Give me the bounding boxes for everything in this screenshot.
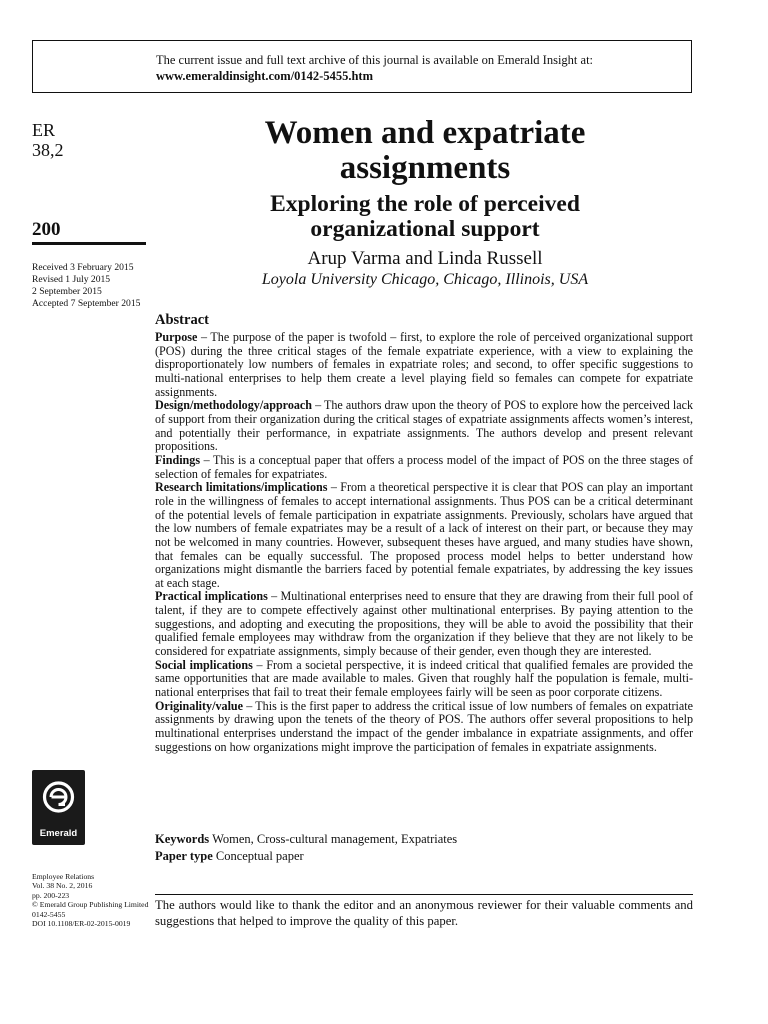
received-date: Received 3 February 2015	[32, 262, 134, 273]
authors: Arup Varma and Linda Russell	[307, 248, 543, 269]
page-number-rule	[32, 242, 146, 245]
section-text: – The purpose of the paper is twofold – first, to explore the role of perceived organizational support (POS) during the three critical stages of the female expatriate experience, with a view to explaining the disproportionately low numbers of females in expatriate roles; and second, to offer specific suggestions to multi-national enterprises to help them create a level playing field so females can compete for expatriate assignments.	[155, 330, 693, 399]
emerald-logo	[32, 770, 85, 845]
acknowledgement-footnote: The authors would like to thank the editor and an anonymous reviewer for their valuable comments and suggestions that helped to improve the quality of this paper.	[155, 898, 693, 928]
section-label: Findings	[155, 452, 201, 467]
affiliation: Loyola University Chicago, Chicago, Illinois, USA	[261, 271, 589, 288]
section-label: Practical implications	[155, 589, 268, 604]
submission-dates	[32, 262, 140, 310]
journal-url[interactable]: www.emeraldinsight.com/0142-5455.htm	[156, 69, 373, 83]
section-label: Social implications	[155, 657, 253, 672]
doi[interactable]: DOI 10.1108/ER-02-2015-0019	[32, 919, 131, 929]
accepted-date: Accepted 7 September 2015	[32, 298, 141, 309]
copyright: © Emerald Group Publishing Limited	[32, 900, 149, 910]
section-text: – From a societal perspective, it is indeed critical that qualified females are provided the same opportunities that are made available to males. Given that roughly half the population is female, multi-national enterprises that fail to treat their female employees fairly will be seen as poor corporate citizens.	[155, 657, 694, 700]
abstract-body	[155, 331, 693, 754]
journal-access-box	[32, 40, 692, 93]
keywords-label: Keywords	[155, 832, 210, 846]
abstract-research-limitations	[155, 481, 693, 590]
article-subtitle: Exploring the role of perceived organizational support	[270, 191, 580, 242]
article-title: Women and expatriate assignments	[264, 115, 586, 186]
paper-type-label: Paper type	[155, 849, 213, 863]
access-note: The current issue and full text archive of this journal is available on Emerald Insight at:	[156, 53, 594, 67]
paper-type-value: Conceptual paper	[212, 849, 304, 863]
keywords	[155, 832, 457, 847]
paper-type	[155, 849, 304, 864]
revised-date-2: 2 September 2015	[32, 286, 102, 297]
abstract-purpose	[155, 331, 693, 399]
section-text: – From a theoretical perspective it is clear that POS can play an important role in the willingness of females to accept international assignments. Thus POS can be a critical determinant of the potential levels of female participation in expatriate assignments. Previously, scholars have argued that the low numbers of female expatriates may be a result of a lack of interest on their part, or because they may not be welcomed in many countries. However, subsequent theses have argued, and many studies have shown, that females can be equally successful. The proposed process model helps to better understand how organizations might dismantle the barriers faced by potential female expatriates, by addressing the key issues at each stage.	[155, 480, 693, 590]
abstract-originality	[155, 700, 693, 755]
abstract-social-implications	[155, 659, 693, 700]
volume-info: Vol. 38 No. 2, 2016	[32, 881, 93, 891]
section-label: Purpose	[155, 330, 198, 344]
abstract-heading: Abstract	[155, 312, 209, 328]
abstract-design	[155, 399, 693, 454]
journal-name: Employee Relations	[32, 872, 95, 881]
section-text: – This is a conceptual paper that offers a process model of the impact of POS on the three stages of selection of females for expatriates.	[155, 452, 693, 481]
logo-text: Emerald	[39, 828, 78, 839]
revised-date: Revised 1 July 2015	[32, 274, 111, 285]
keywords-value: Women, Cross-cultural management, Expatriates	[209, 832, 458, 846]
journal-code	[32, 120, 64, 160]
section-label: Design/methodology/approach	[155, 398, 313, 413]
abstract-practical-implications	[155, 590, 693, 658]
journal-abbrev: ER	[32, 120, 56, 140]
section-text: – This is the first paper to address the critical issue of low numbers of females on expatriate assignments by drawing upon the tenets of the theory of POS. The authors offer several propositions to help multinational enterprises understand the impact of the gender imbalance in expatriate assignments, and offer suggestions on how organizations might improve the participation of females in expatriate assignments.	[155, 698, 693, 754]
volume-issue: 38,2	[32, 140, 64, 160]
publication-info	[32, 872, 148, 928]
issn: 0142-5455	[32, 909, 66, 919]
section-text: – The authors draw upon the theory of POS to explore how the perceived lack of support from their organization during the critical stages of expatriate assignments affects women’s interest, and potentially their performance, in expatriate assignments. The authors develop and present relevant propositions.	[155, 398, 693, 454]
abstract-findings	[155, 454, 693, 481]
footnote-rule	[155, 894, 693, 895]
page-range: pp. 200-223	[32, 890, 70, 900]
section-text: – Multinational enterprises need to ensure that they are drawing from their full pool of talent, if they are to compete effectively against other multinational enterprises. By paying attention to the suggestions, and adopting and executing the propositions, they will be able to avoid the possibility that their qualified female employees may withdraw from the organization if they believe that they are not likely to be considered for expatriate assignments, simply because of their gender, even though they are interested.	[155, 589, 693, 659]
section-label: Research limitations/implications	[155, 480, 328, 495]
page-number: 200	[32, 219, 61, 240]
emerald-e-icon	[41, 778, 76, 822]
section-label: Originality/value	[155, 698, 244, 713]
